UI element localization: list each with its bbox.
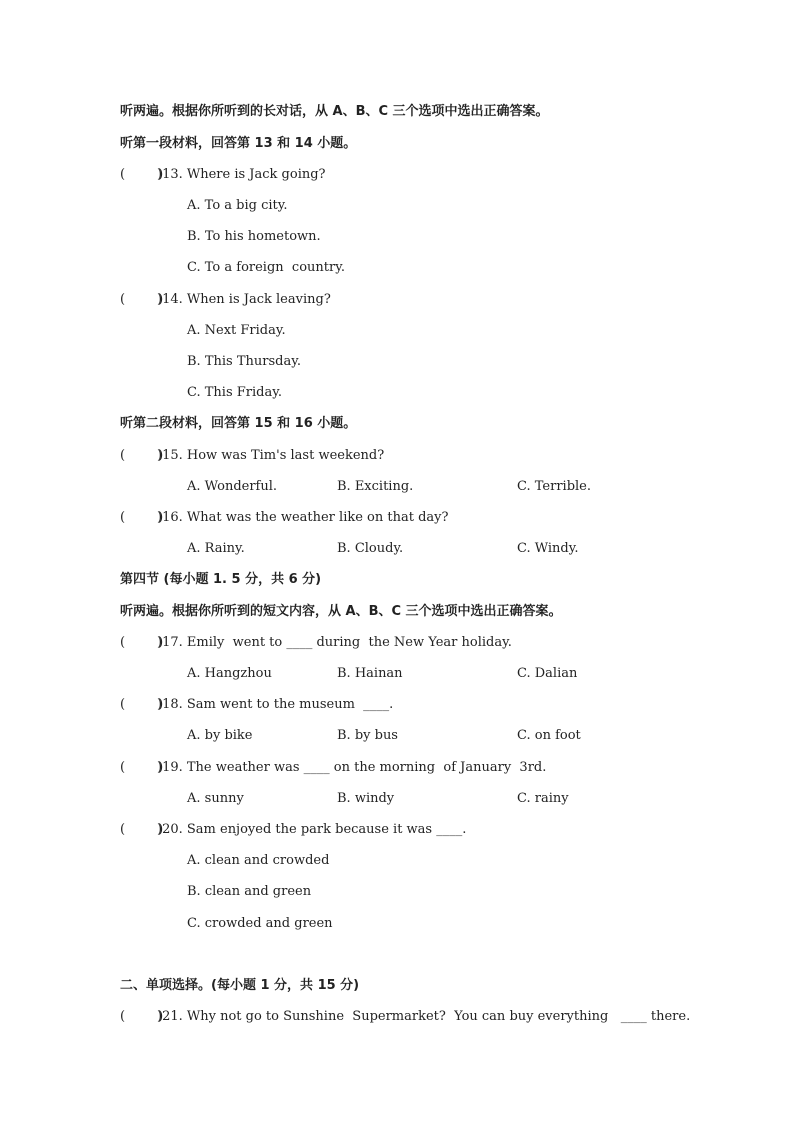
question-15: )15. How was Tim's last weekend?	[157, 448, 385, 463]
option-20a: A. clean and crowded	[187, 853, 330, 868]
section-4-heading: 第四节 (每小题 1. 5 分，共 6 分)	[120, 572, 322, 587]
option-14b: B. This Thursday.	[187, 354, 301, 369]
question-21: )21. Why not go to Sunshine Supermarket? You can buy everything ____ there.	[157, 1009, 691, 1024]
option-16a: A. Rainy.	[187, 541, 245, 556]
option-20b: B. clean and green	[187, 884, 312, 899]
instruction-short-passage: 听两遍。根据你所听到的短文内容，从 A、B、C 三个选项中选出正确答案。	[120, 604, 562, 619]
instruction-material-1: 听第一段材料，回答第 13 和 14 小题。	[120, 136, 357, 151]
option-15b: B. Exciting.	[337, 479, 414, 494]
answer-blank-16: ( )	[120, 510, 164, 525]
option-15a: A. Wonderful.	[187, 479, 278, 494]
option-16b: B. Cloudy.	[337, 541, 404, 556]
answer-blank-19: ( )	[120, 760, 164, 775]
answer-blank-14: ( )	[120, 292, 164, 307]
question-18: )18. Sam went to the museum ____.	[157, 697, 394, 712]
question-19: )19. The weather was ____ on the morning of January 3rd.	[157, 760, 547, 775]
option-13a: A. To a big city.	[187, 198, 288, 213]
option-15c: C. Terrible.	[517, 479, 591, 494]
option-18c: C. on foot	[517, 728, 581, 743]
option-14a: A. Next Friday.	[187, 323, 286, 338]
option-18b: B. by bus	[337, 728, 398, 743]
answer-blank-15: ( )	[120, 448, 164, 463]
option-19b: B. windy	[337, 791, 395, 806]
instruction-material-2: 听第二段材料，回答第 15 和 16 小题。	[120, 416, 357, 431]
option-17c: C. Dalian	[517, 666, 578, 681]
question-13: )13. Where is Jack going?	[157, 167, 326, 182]
answer-blank-20: ( )	[120, 822, 164, 837]
option-16c: C. Windy.	[517, 541, 579, 556]
option-17b: B. Hainan	[337, 666, 403, 681]
question-17: )17. Emily went to ____ during the New Year holiday.	[157, 635, 512, 650]
answer-blank-17: ( )	[120, 635, 164, 650]
option-14c: C. This Friday.	[187, 385, 282, 400]
answer-blank-18: ( )	[120, 697, 164, 712]
question-20: )20. Sam enjoyed the park because it was ____.	[157, 822, 467, 837]
part-2-heading: 二、单项选择。(每小题 1 分，共 15 分)	[120, 978, 360, 993]
option-13c: C. To a foreign country.	[187, 260, 345, 275]
option-17a: A. Hangzhou	[187, 666, 272, 681]
question-16: )16. What was the weather like on that day?	[157, 510, 449, 525]
answer-blank-13: ( )	[120, 167, 164, 182]
option-13b: B. To his hometown.	[187, 229, 321, 244]
instruction-long-dialogue: 听两遍。根据你所听到的长对话，从 A、B、C 三个选项中选出正确答案。	[120, 104, 549, 119]
option-20c: C. crowded and green	[187, 916, 333, 931]
option-18a: A. by bike	[187, 728, 253, 743]
question-14: )14. When is Jack leaving?	[157, 292, 331, 307]
answer-blank-21: ( )	[120, 1009, 164, 1024]
option-19a: A. sunny	[187, 791, 244, 806]
option-19c: C. rainy	[517, 791, 569, 806]
